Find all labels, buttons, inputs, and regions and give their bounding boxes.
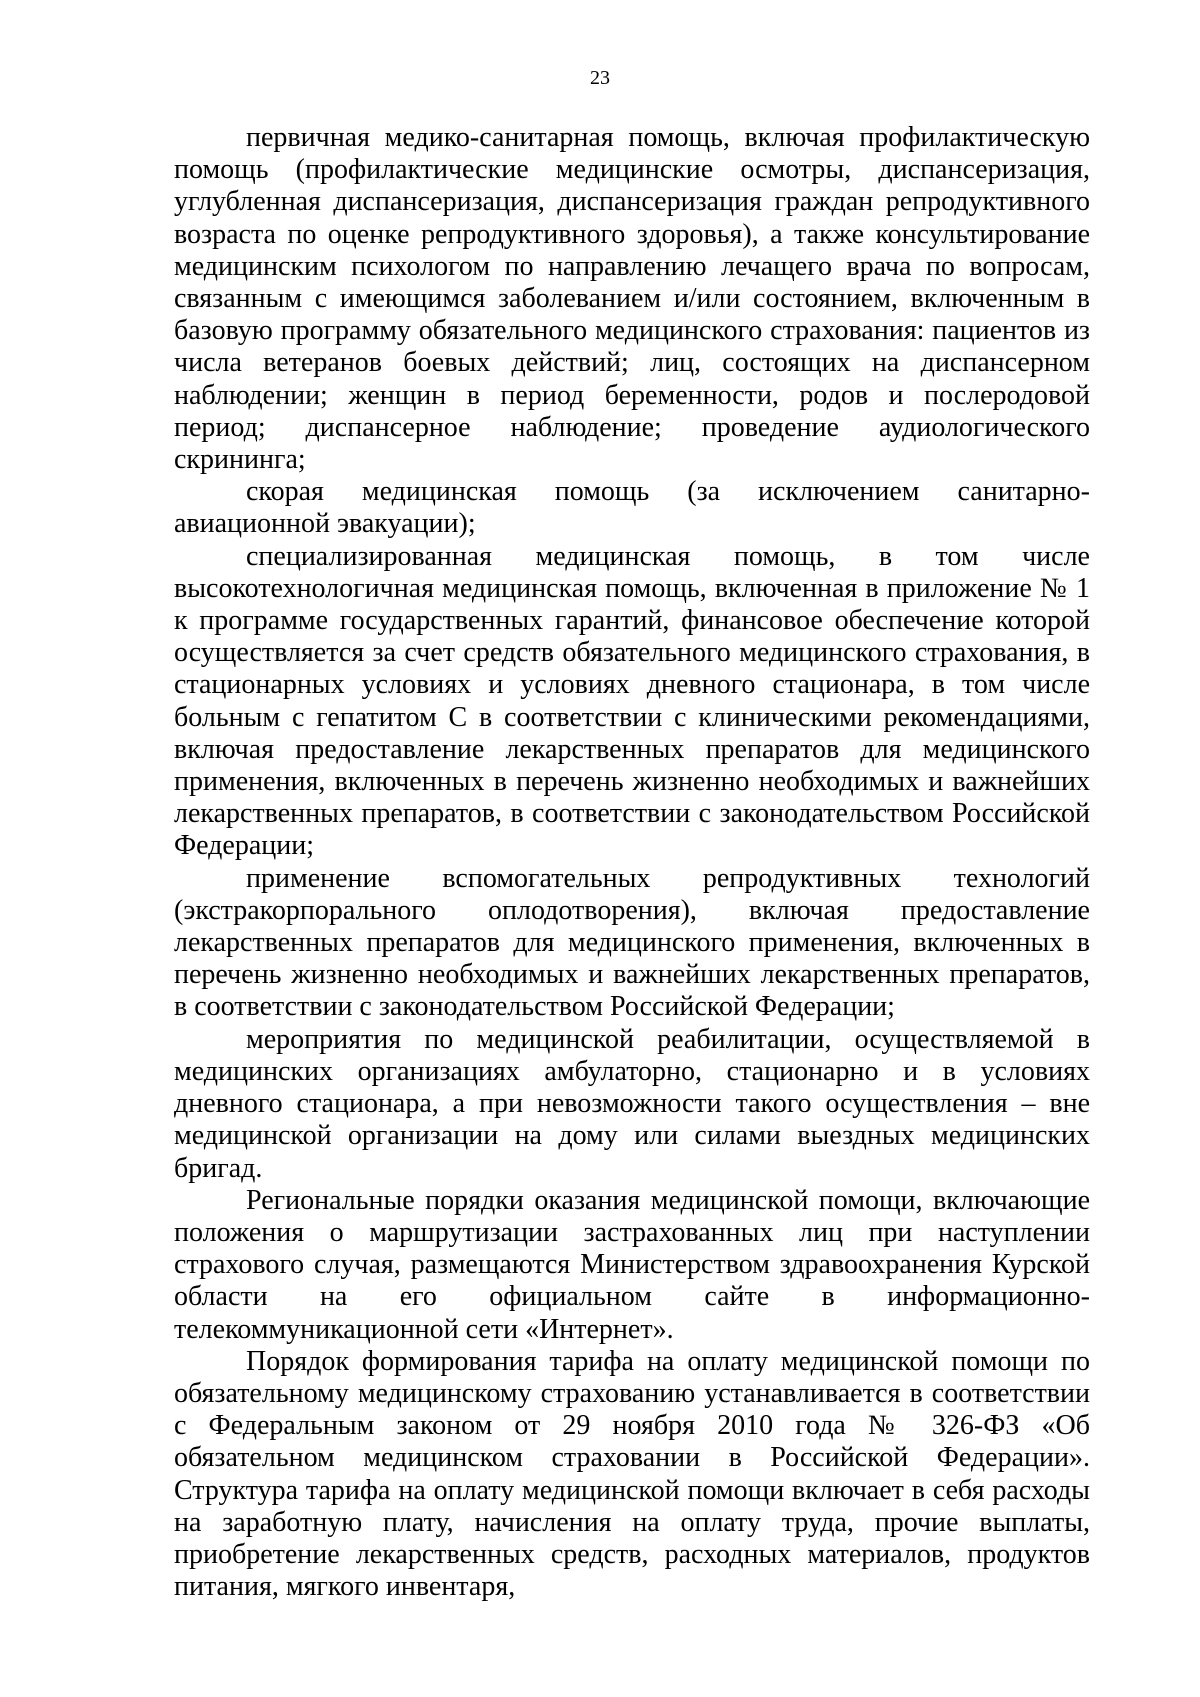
paragraph-primary-care: первичная медико-санитарная помощь, включая профилактическую помощь (профилактические медицинские осмотры, диспансеризация, углубленная диспансеризация, диспансеризация граждан репродуктивного возраста по оценке репродуктивного здоровья), а также консультирование медицинским психологом по направлению лечащего врача по вопросам, связанным с имеющимся заболеванием и/или состоянием, включенным в базовую программу обязательного медицинского страхования: пациентов из числа ветеранов боевых действий; лиц, состоящих на диспансерном наблюдении; женщин в период беременности, родов и послеродовой период; диспансерное наблюдение; проведение аудиологического скрининга; — [174, 122, 1090, 476]
paragraph-reproductive-technologies: применение вспомогательных репродуктивных технологий (экстракорпорального оплодотворения), включая предоставление лекарственных препаратов для медицинского применения, включенных в перечень жизненно необходимых и важнейших лекарственных препаратов, в соответствии с законодательством Российской Федерации; — [174, 862, 1090, 1023]
document-body — [174, 122, 1090, 1603]
paragraph-emergency-care: скорая медицинская помощь (за исключением санитарно-авиационной эвакуации); — [174, 476, 1090, 540]
paragraph-specialized-care: специализированная медицинская помощь, в том числе высокотехнологичная медицинская помощь, включенная в приложение № 1 к программе государственных гарантий, финансовое обеспечение которой осуществляется за счет средств обязательного медицинского страхования, в стационарных условиях и условиях дневного стационара, в том числе больным с гепатитом С в соответствии с клиническими рекомендациями, включая предоставление лекарственных препаратов для медицинского применения, включенных в перечень жизненно необходимых и важнейших лекарственных препаратов, в соответствии с законодательством Российской Федерации; — [174, 540, 1090, 862]
paragraph-rehabilitation: мероприятия по медицинской реабилитации, осуществляемой в медицинских организациях амбулаторно, стационарно и в условиях дневного стационара, а при невозможности такого осуществления – вне медицинской организации на дому или силами выездных медицинских бригад. — [174, 1023, 1090, 1184]
page-number: 23 — [590, 67, 610, 89]
paragraph-tariff-formation: Порядок формирования тарифа на оплату медицинской помощи по обязательному медицинскому страхованию устанавливается в соответствии с Федеральным законом от 29 ноября 2010 года № 326-ФЗ «Об обязательном медицинском страховании в Российской Федерации». Структура тарифа на оплату медицинской помощи включает в себя расходы на заработную плату, начисления на оплату труда, прочие выплаты, приобретение лекарственных средств, расходных материалов, продуктов питания, мягкого инвентаря, — [174, 1345, 1090, 1603]
paragraph-regional-procedures: Региональные порядки оказания медицинской помощи, включающие положения о маршрутизации застрахованных лиц при наступлении страхового случая, размещаются Министерством здравоохранения Курской области на его официальном сайте в информационно-телекоммуникационной сети «Интернет». — [174, 1184, 1090, 1345]
